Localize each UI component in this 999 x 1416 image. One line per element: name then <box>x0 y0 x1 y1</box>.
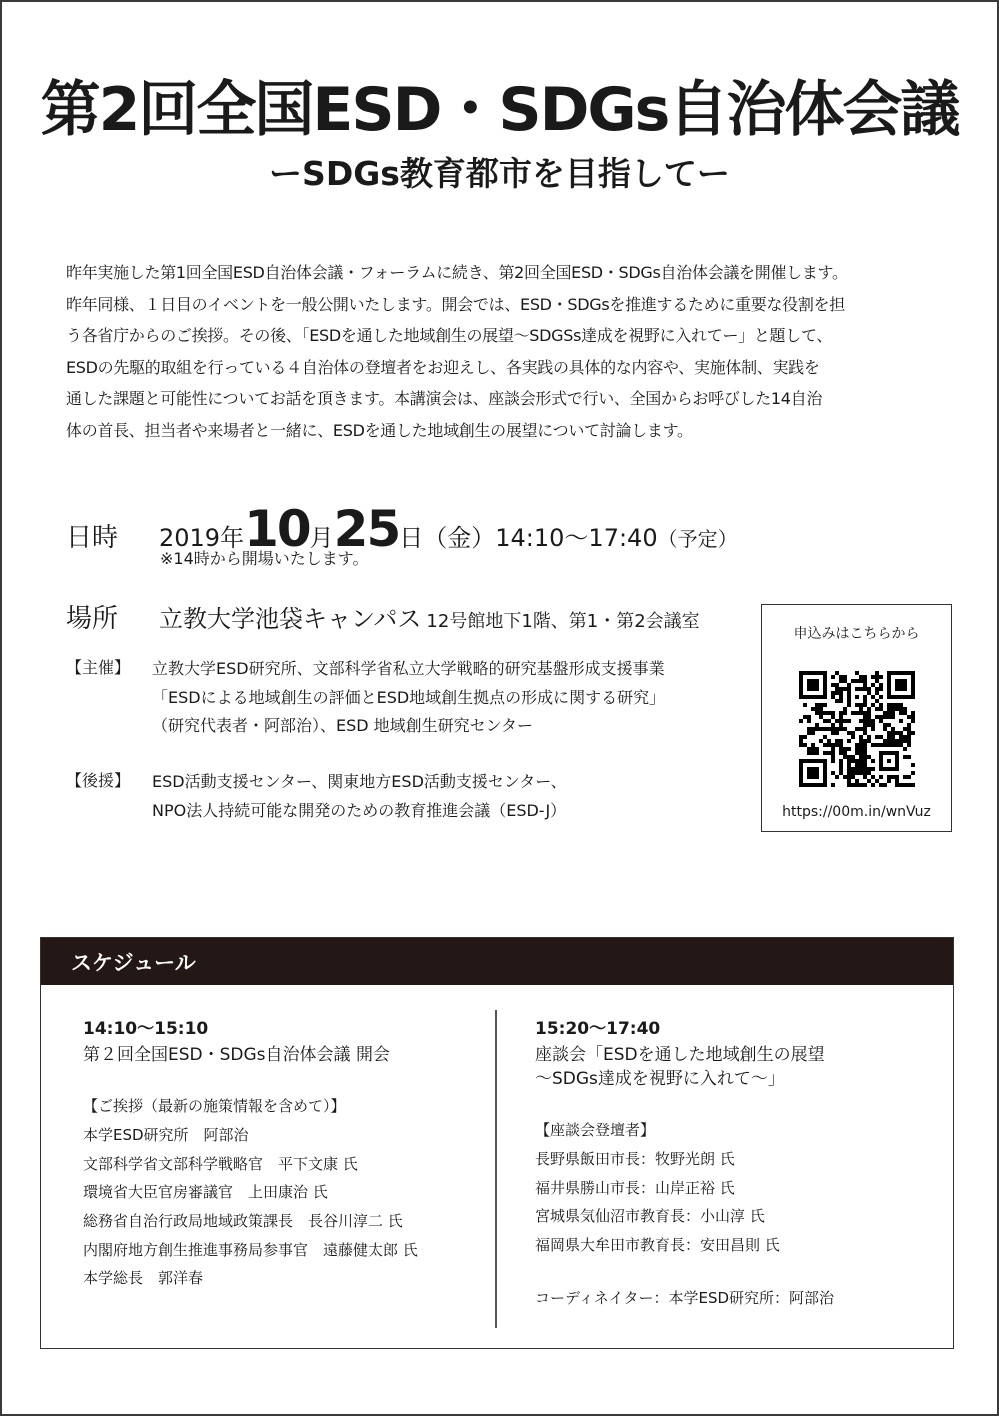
qr-box <box>761 604 952 832</box>
qr-url-link[interactable]: https://00m.in/wnVuz <box>782 804 931 820</box>
datetime-day-unit: 日 <box>399 524 424 552</box>
intro-line: 体の首長、担当者や来場者と一緒に、ESDを通した地域創生の展望について討論します。 <box>66 420 693 440</box>
schedule-left-column <box>83 1014 483 1334</box>
schedule-right-event-line: ～SDGs達成を視野に入れて～」 <box>535 1069 785 1089</box>
schedule-left-event: 第２回全国ESD・SDGs自治体会議 開会 <box>83 1045 390 1065</box>
schedule-left-section: 【ご挨拶（最新の施策情報を含めて）】 <box>83 1097 346 1115</box>
organizer-line: （研究代表者・阿部治）、ESD 地域創生研究センター <box>152 716 534 735</box>
datetime-month-unit: 月 <box>309 524 334 552</box>
intro-line: 昨年同様、１日目のイベントを一般公開いたします。開会では、ESD・SDGsを推進するために重要な役割を担 <box>66 294 845 314</box>
place-name: 立教大学池袋キャンパス <box>159 605 422 633</box>
datetime-day: 25 <box>333 500 400 558</box>
place-label: 場所 <box>66 604 119 634</box>
schedule-right-section: 【座談会登壇者】 <box>535 1121 656 1139</box>
panelist-item: 長野県飯田市長：牧野光朗 氏 <box>535 1150 735 1168</box>
supporter-line: NPO法人持続可能な開発のための教育推進会議（ESD-J） <box>152 800 567 820</box>
organizer-line: 立教大学ESD研究所、文部科学省私立大学戦略的研究基盤形成支援事業 <box>152 659 665 678</box>
organizer-line: 「ESDによる地域創生の評価とESD地域創生拠点の形成に関する研究」 <box>152 687 666 707</box>
qr-code-icon[interactable] <box>799 671 915 787</box>
page-subtitle: ーSDGs教育都市を目指してー <box>269 154 730 193</box>
schedule-right-event-line: 座談会「ESDを通した地域創生の展望 <box>535 1045 825 1065</box>
speaker-item: 本学総長 郭洋春 <box>83 1269 204 1287</box>
datetime-time: 14:10～17:40 <box>495 524 658 552</box>
place-row <box>66 598 700 635</box>
speaker-item: 文部科学省文部科学戦略官 平下文康 氏 <box>83 1155 358 1173</box>
datetime-year: 2019年 <box>159 524 245 552</box>
panelist-item: 福岡県大牟田市教育長：安田昌則 氏 <box>535 1236 780 1254</box>
intro-line: 昨年実施した第1回全国ESD自治体会議・フォーラムに続き、第2回全国ESD・SDGs自治体会議を開催します。 <box>66 263 848 282</box>
datetime-month: 10 <box>244 500 310 558</box>
coordinator-text: コーディネイター：本学ESD研究所：阿部治 <box>535 1289 835 1307</box>
schedule-right-column <box>535 1014 935 1334</box>
datetime-weekday: （金） <box>423 524 496 552</box>
speaker-item: 内閣府地方創生推進事務局参事官 遠藤健太郎 氏 <box>83 1241 418 1259</box>
speaker-item: 環境省大臣官房審議官 上田康治 氏 <box>83 1183 328 1201</box>
page-title: 第2回全国ESD・SDGs自治体会議 <box>40 75 959 145</box>
intro-paragraph <box>66 257 926 446</box>
panelist-item: 福井県勝山市長：山岸正裕 氏 <box>535 1179 735 1197</box>
datetime-note: ※14時から開場いたします。 <box>160 549 369 568</box>
intro-line: う各省庁からのご挨拶。その後、「ESDを通した地域創生の展望～SDGSs達成を視野に入れてー」と題して、 <box>66 326 833 345</box>
schedule-right-time: 15:20～17:40 <box>535 1019 661 1039</box>
intro-line: 通した課題と可能性についてお話を頂きます。本講演会は、座談会形式で行い、全国からお呼びした14自治 <box>66 389 823 408</box>
intro-line: ESDの先駆的取組を行っている４自治体の登壇者をお迎えし、各実践の具体的な内容や、実施体制、実践を <box>66 357 820 377</box>
datetime-label: 日時 <box>66 523 119 553</box>
speaker-item: 本学ESD研究所 阿部治 <box>83 1126 249 1144</box>
speaker-item: 総務省自治行政局地域政策課長 長谷川淳二 氏 <box>83 1212 403 1230</box>
schedule-box <box>40 937 954 1349</box>
schedule-heading: スケジュール <box>71 951 196 975</box>
panelist-item: 宮城県気仙沼市教育長：小山淳 氏 <box>535 1207 765 1225</box>
qr-caption: 申込みはこちらから <box>793 626 920 642</box>
supporter-label: 【後援】 <box>66 771 131 790</box>
supporter-line: ESD活動支援センター、関東地方ESD活動支援センター、 <box>152 772 567 791</box>
schedule-divider <box>495 1010 497 1328</box>
organizer-label: 【主催】 <box>66 658 131 677</box>
place-detail: 12号館地下1階、第1・第2会議室 <box>426 611 700 632</box>
schedule-left-time: 14:10～15:10 <box>83 1019 209 1039</box>
schedule-heading-bar <box>41 938 953 985</box>
datetime-tentative: （予定） <box>657 527 738 551</box>
